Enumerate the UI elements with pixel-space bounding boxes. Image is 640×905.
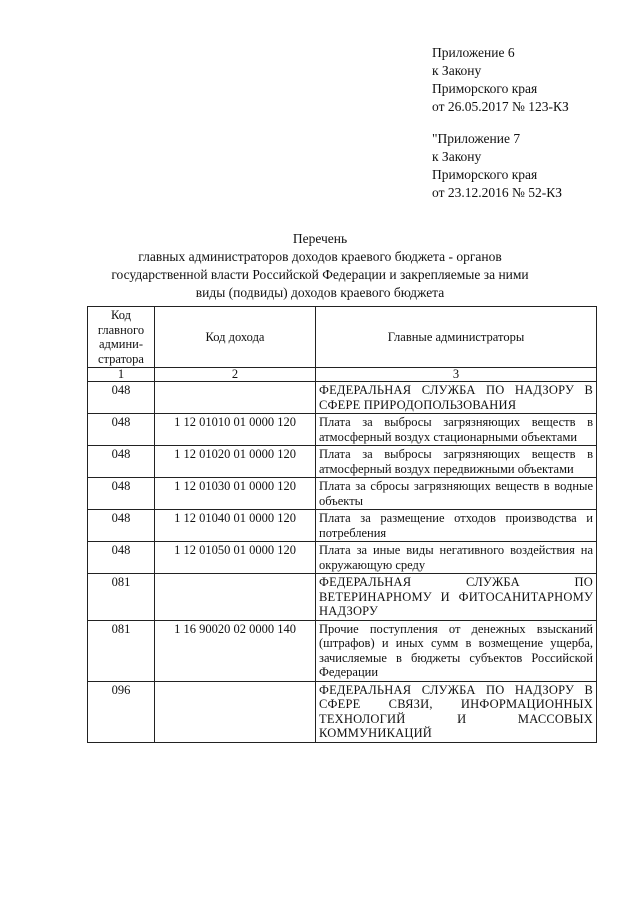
table-row bbox=[88, 478, 597, 510]
cell-income-code bbox=[155, 681, 316, 742]
appendix-amended-law bbox=[432, 130, 562, 202]
cell-admin-code-text: 048 bbox=[111, 383, 131, 397]
appendix-line: к Закону bbox=[432, 63, 482, 78]
cell-income-name bbox=[316, 620, 597, 681]
cell-income-code bbox=[155, 382, 316, 414]
cell-income-code-text: 1 16 90020 02 0000 140 bbox=[174, 621, 296, 636]
cell-admin-code bbox=[88, 574, 155, 621]
cell-income-name-text: Прочие поступления от денежных взысканий (штрафов) и иных сумм в возмещение ущерба, зачисляемые в бюджеты субъектов Российской Федерации bbox=[319, 621, 593, 679]
appendix-line: Приморского края bbox=[432, 81, 538, 96]
cell-income-code bbox=[155, 446, 316, 478]
cell-agency-name bbox=[316, 574, 597, 621]
column-number: 1 bbox=[88, 368, 155, 382]
cell-admin-code-text: 096 bbox=[111, 682, 131, 697]
title-line: Перечень bbox=[292, 231, 348, 246]
cell-admin-code bbox=[88, 620, 155, 681]
cell-agency-name-text: ФЕДЕРАЛЬНАЯ СЛУЖБА ПО ВЕТЕРИНАРНОМУ И ФИТОСАНИТАРНОМУ НАДЗОРУ bbox=[319, 575, 593, 618]
cell-admin-code bbox=[88, 382, 155, 414]
cell-income-code bbox=[155, 620, 316, 681]
cell-income-name bbox=[316, 478, 597, 510]
cell-admin-code bbox=[88, 681, 155, 742]
cell-admin-code bbox=[88, 414, 155, 446]
appendix-line: от 26.05.2017 № 123-КЗ bbox=[432, 99, 569, 114]
header-administrators: Главные администраторы bbox=[316, 307, 597, 368]
cell-admin-code bbox=[88, 446, 155, 478]
cell-income-name-text: Плата за сбросы загрязняющих веществ в водные объекты bbox=[319, 479, 593, 508]
cell-income-name bbox=[316, 510, 597, 542]
cell-agency-name-text: ФЕДЕРАЛЬНАЯ СЛУЖБА ПО НАДЗОРУ В СФЕРЕ СВЯЗИ, ИНФОРМАЦИОННЫХ ТЕХНОЛОГИЙ И МАССОВЫХ КОММУНИКАЦИЙ bbox=[319, 682, 593, 740]
cell-income-code-text: 1 12 01040 01 0000 120 bbox=[174, 511, 296, 525]
table-row bbox=[88, 681, 597, 742]
cell-admin-code-text: 048 bbox=[111, 447, 131, 461]
cell-income-name-text: Плата за иные виды негативного воздействия на окружающую среду bbox=[319, 543, 593, 572]
cell-income-name bbox=[316, 446, 597, 478]
cell-admin-code-text: 048 bbox=[111, 543, 131, 557]
header-income-code: Код дохода bbox=[155, 307, 316, 368]
cell-admin-code-text: 081 bbox=[111, 621, 131, 636]
header-admin-code: Код главного админи-стратора bbox=[88, 307, 155, 368]
revenue-administrators-table bbox=[87, 306, 597, 743]
cell-agency-name-text: ФЕДЕРАЛЬНАЯ СЛУЖБА ПО НАДЗОРУ В СФЕРЕ ПРИРОДОПОЛЬЗОВАНИЯ bbox=[319, 383, 593, 412]
cell-income-code bbox=[155, 478, 316, 510]
document-title bbox=[60, 230, 580, 302]
table-row bbox=[88, 446, 597, 478]
cell-income-code bbox=[155, 542, 316, 574]
cell-income-name-text: Плата за размещение отходов производства и потребления bbox=[319, 511, 593, 540]
title-line: главных администраторов доходов краевого бюджета - органов bbox=[138, 249, 502, 264]
cell-admin-code-text: 081 bbox=[111, 575, 131, 589]
cell-agency-name bbox=[316, 681, 597, 742]
appendix-line: Приморского края bbox=[432, 167, 538, 182]
cell-income-code-text: 1 12 01020 01 0000 120 bbox=[174, 447, 296, 461]
column-number: 3 bbox=[316, 368, 597, 382]
cell-income-name-text: Плата за выбросы загрязняющих веществ в атмосферный воздух стационарными объектами bbox=[319, 415, 593, 444]
cell-income-code bbox=[155, 510, 316, 542]
cell-admin-code bbox=[88, 542, 155, 574]
table-body bbox=[88, 382, 597, 743]
cell-admin-code-text: 048 bbox=[111, 479, 131, 493]
cell-income-code-text: 1 12 01050 01 0000 120 bbox=[174, 543, 296, 557]
appendix-current-law bbox=[432, 44, 569, 116]
table-row bbox=[88, 620, 597, 681]
table-row bbox=[88, 414, 597, 446]
cell-income-code-text: 1 12 01010 01 0000 120 bbox=[174, 415, 296, 429]
table-row bbox=[88, 542, 597, 574]
appendix-line: "Приложение 7 bbox=[432, 131, 521, 146]
cell-income-name bbox=[316, 542, 597, 574]
column-number-row bbox=[88, 368, 597, 382]
cell-admin-code-text: 048 bbox=[111, 511, 131, 525]
cell-income-code bbox=[155, 414, 316, 446]
title-line: виды (подвиды) доходов краевого бюджета bbox=[195, 285, 445, 300]
appendix-line: Приложение 6 bbox=[432, 45, 515, 60]
title-line: государственной власти Российской Федерации и закрепляемые за ними bbox=[111, 267, 529, 282]
table-row bbox=[88, 510, 597, 542]
cell-income-name-text: Плата за выбросы загрязняющих веществ в атмосферный воздух передвижными объектами bbox=[319, 447, 593, 476]
cell-income-name bbox=[316, 414, 597, 446]
cell-admin-code bbox=[88, 478, 155, 510]
table-header-row bbox=[88, 307, 597, 368]
cell-agency-name bbox=[316, 382, 597, 414]
cell-income-code-text: 1 12 01030 01 0000 120 bbox=[174, 479, 296, 493]
table-row bbox=[88, 574, 597, 621]
appendix-line: от 23.12.2016 № 52-КЗ bbox=[432, 185, 562, 200]
table-row bbox=[88, 382, 597, 414]
cell-admin-code bbox=[88, 510, 155, 542]
cell-income-code bbox=[155, 574, 316, 621]
cell-admin-code-text: 048 bbox=[111, 415, 131, 429]
appendix-line: к Закону bbox=[432, 149, 482, 164]
column-number: 2 bbox=[155, 368, 316, 382]
